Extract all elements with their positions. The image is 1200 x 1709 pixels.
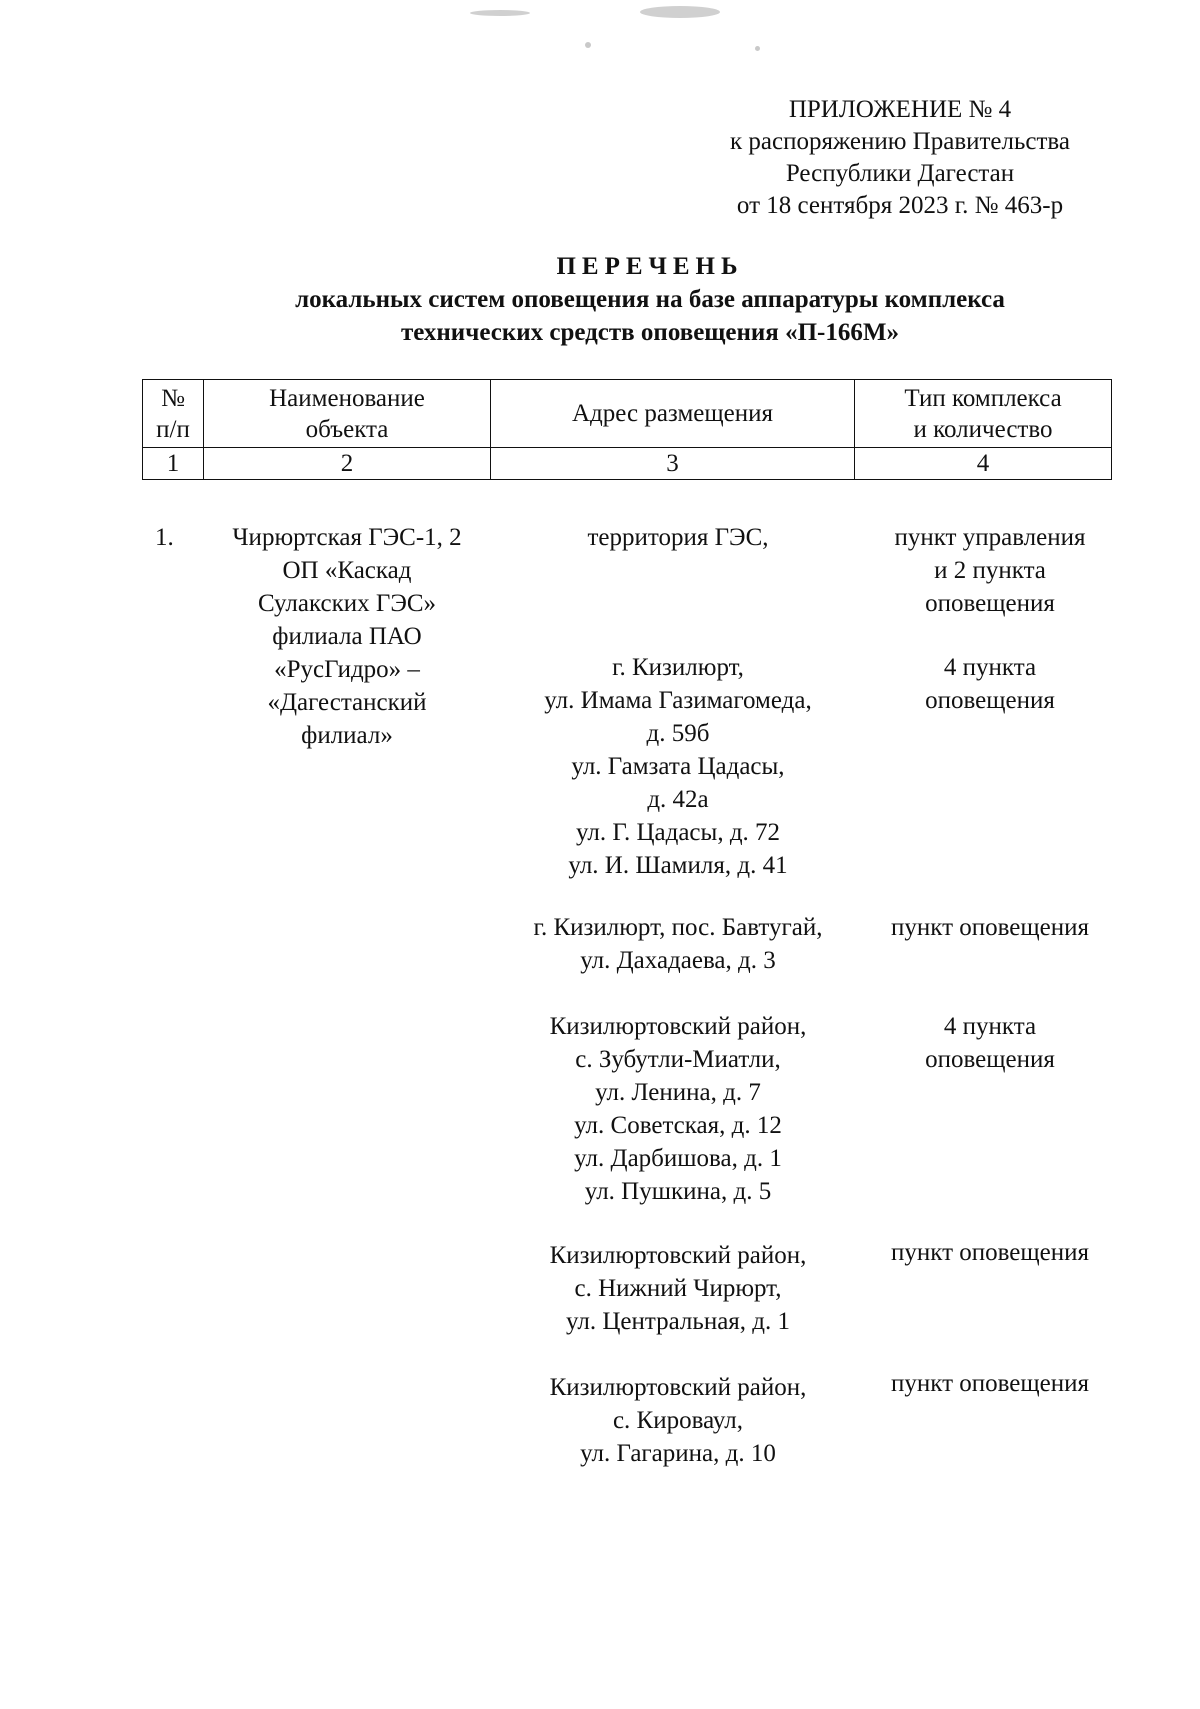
- appendix-line: ПРИЛОЖЕНИЕ № 4: [788, 96, 1012, 123]
- document-subtitle: локальных систем оповещения на базе аппаратуры комплекса: [295, 286, 1005, 313]
- appendix-line: к распоряжению Правительства: [729, 128, 1070, 155]
- type-group: 4 пункта оповещения: [925, 654, 1055, 714]
- row-number: 1.: [155, 524, 174, 551]
- scan-speck: [585, 42, 591, 48]
- header-cell-type: Тип комплекса и количество: [855, 380, 1112, 448]
- appendix-line: Республики Дагестан: [785, 160, 1015, 187]
- document-title: ПЕРЕЧЕНЬ: [556, 253, 744, 280]
- scan-speck: [640, 6, 720, 18]
- address-group: Кизилюртовский район, с. Зубутли-Миатли, ул. Ленина, д. 7 ул. Советская, д. 12 ул. Дарбишова, д. 1 ул. Пушкина, д. 5: [549, 1013, 807, 1205]
- type-group: пункт управления и 2 пункта оповещения: [894, 524, 1086, 617]
- address-group: Кизилюртовский район, с. Нижний Чирюрт, ул. Центральная, д. 1: [549, 1242, 807, 1335]
- header-cell-number: № п/п: [143, 380, 204, 448]
- header-cell-object-name: Наименование объекта: [204, 380, 491, 448]
- address-group: территория ГЭС,: [587, 524, 769, 551]
- column-number-cell: 3: [491, 448, 855, 480]
- scan-speck: [755, 46, 760, 51]
- object-name: Чирюртская ГЭС-1, 2 ОП «Каскад Сулакских ГЭС» филиала ПАО «РусГидро» – «Дагестанский филиал»: [232, 524, 462, 749]
- address-group: Кизилюртовский район, с. Кироваул, ул. Гагарина, д. 10: [549, 1374, 807, 1467]
- list-table-header: [142, 379, 1112, 480]
- type-group: 4 пункта оповещения: [925, 1013, 1055, 1073]
- type-group: пункт оповещения: [891, 1239, 1089, 1266]
- type-group: пункт оповещения: [891, 1370, 1089, 1397]
- document-subtitle: технических средств оповещения «П-166М»: [401, 319, 899, 346]
- address-group: г. Кизилюрт, ул. Имама Газимагомеда, д. 59б ул. Гамзата Цадасы, д. 42а ул. Г. Цадасы, д. 72 ул. И. Шамиля, д. 41: [544, 654, 812, 879]
- appendix-header: [650, 94, 1150, 222]
- column-number-cell: 4: [855, 448, 1112, 480]
- document-heading: [180, 250, 1120, 349]
- header-cell-address: Адрес размещения: [491, 380, 855, 448]
- appendix-line: от 18 сентября 2023 г. № 463-р: [736, 192, 1064, 219]
- scan-speck: [470, 10, 530, 16]
- column-number-cell: 1: [143, 448, 204, 480]
- column-number-cell: 2: [204, 448, 491, 480]
- type-group: пункт оповещения: [891, 914, 1089, 941]
- address-group: г. Кизилюрт, пос. Бавтугай, ул. Дахадаева, д. 3: [533, 914, 823, 974]
